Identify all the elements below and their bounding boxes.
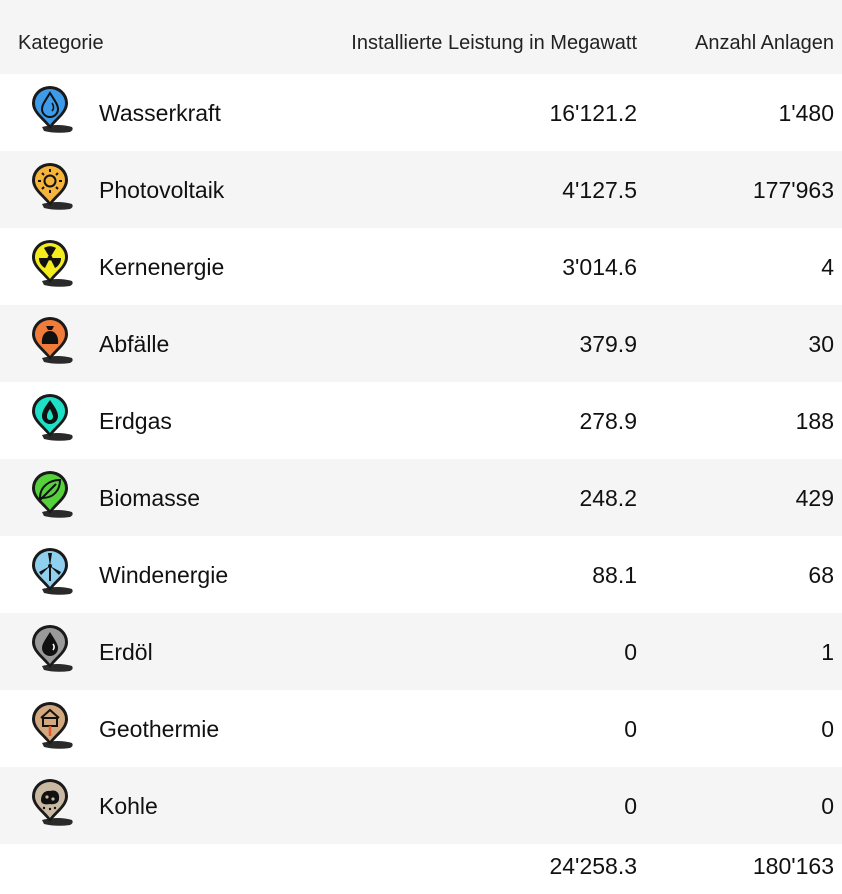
row-category: Kohle (99, 793, 158, 819)
table-row (0, 690, 842, 767)
row-count: 4 (821, 254, 834, 280)
row-power: 0 (624, 716, 637, 742)
row-count: 429 (795, 485, 834, 511)
row-count: 188 (795, 408, 834, 434)
header-power[interactable]: Installierte Leistung in Megawatt (351, 32, 637, 54)
table-row (0, 305, 842, 382)
table-body (0, 74, 842, 844)
table-row (0, 459, 842, 536)
row-power: 379.9 (579, 331, 637, 357)
table-row (0, 151, 842, 228)
radiation-icon (28, 241, 82, 291)
row-count: 0 (821, 716, 834, 742)
row-power: 88.1 (592, 562, 637, 588)
row-category: Wasserkraft (99, 100, 221, 126)
table-row (0, 536, 842, 613)
table-row (0, 613, 842, 690)
water-drop-icon (28, 87, 82, 137)
row-count: 68 (808, 562, 834, 588)
trash-bag-icon (28, 318, 82, 368)
row-count: 177'963 (752, 177, 834, 203)
table-row (0, 74, 842, 151)
row-power: 0 (624, 639, 637, 665)
leaf-icon (28, 472, 82, 522)
total-power: 24'258.3 (549, 853, 637, 879)
row-category: Photovoltaik (99, 177, 225, 203)
table-header (0, 0, 842, 74)
row-power: 0 (624, 793, 637, 819)
row-power: 248.2 (579, 485, 637, 511)
row-category: Erdöl (99, 639, 153, 665)
wind-turbine-icon (28, 549, 82, 599)
row-count: 1'480 (778, 100, 834, 126)
table-row (0, 767, 842, 844)
sun-icon (28, 164, 82, 214)
row-category: Kernenergie (99, 254, 225, 280)
row-power: 4'127.5 (562, 177, 637, 203)
row-power: 3'014.6 (562, 254, 637, 280)
total-count: 180'163 (752, 853, 834, 879)
geothermal-icon (28, 703, 82, 753)
coal-icon (28, 780, 82, 830)
oil-drop-icon (28, 626, 82, 676)
row-category: Windenergie (99, 562, 229, 588)
row-category: Erdgas (99, 408, 172, 434)
row-power: 278.9 (579, 408, 637, 434)
row-category: Biomasse (99, 485, 200, 511)
header-category[interactable]: Kategorie (18, 32, 104, 54)
total-row (0, 844, 842, 894)
flame-icon (28, 395, 82, 445)
row-count: 30 (808, 331, 834, 357)
row-power: 16'121.2 (549, 100, 637, 126)
row-category: Geothermie (99, 716, 220, 742)
row-count: 0 (821, 793, 834, 819)
header-count[interactable]: Anzahl Anlagen (694, 32, 834, 54)
row-category: Abfälle (99, 331, 170, 357)
table-row (0, 382, 842, 459)
row-count: 1 (821, 639, 834, 665)
table-row (0, 228, 842, 305)
